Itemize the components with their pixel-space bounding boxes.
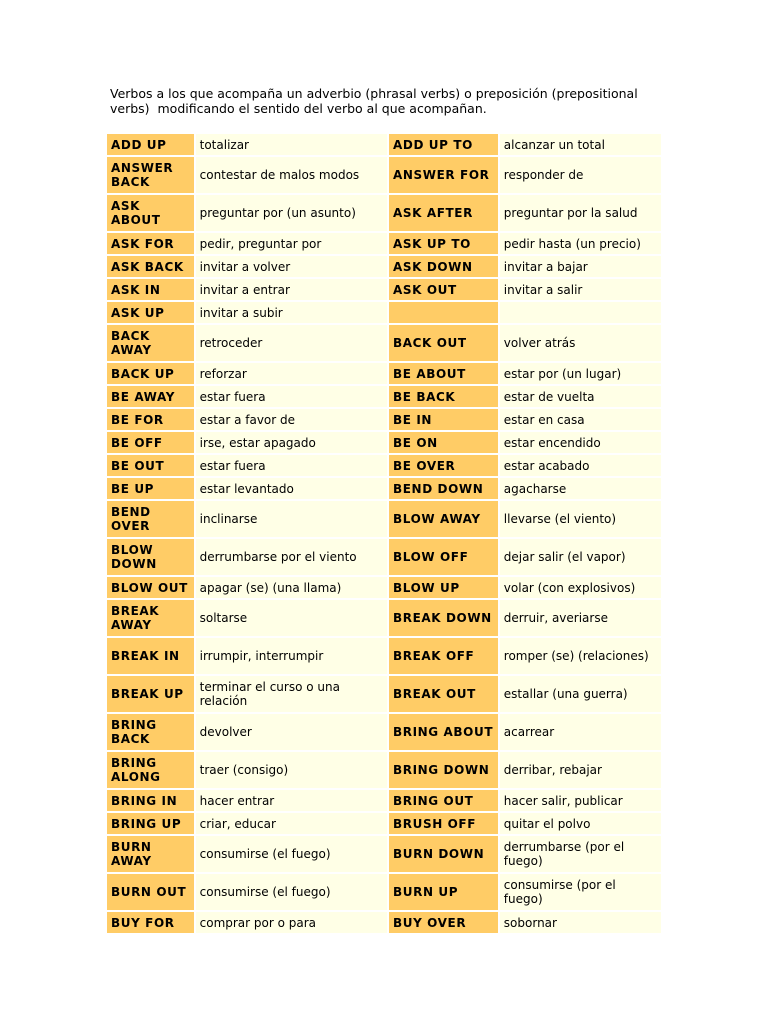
meaning-cell: irrumpir, interrumpir: [196, 638, 387, 674]
meaning-cell: irse, estar apagado: [196, 432, 387, 453]
table-row: [107, 432, 661, 453]
verb-cell: BRING ALONG: [107, 752, 194, 788]
meaning-cell: [500, 302, 661, 323]
table-row: [107, 790, 661, 811]
verb-cell: BUY FOR: [107, 912, 194, 933]
verb-cell: BREAK OUT: [389, 676, 498, 712]
table-row: [107, 501, 661, 537]
verb-cell: ANSWER BACK: [107, 157, 194, 193]
verb-cell: ASK DOWN: [389, 256, 498, 277]
meaning-cell: romper (se) (relaciones): [500, 638, 661, 674]
verb-cell: ASK UP: [107, 302, 194, 323]
meaning-cell: terminar el curso o una relación: [196, 676, 387, 712]
meaning-cell: invitar a entrar: [196, 279, 387, 300]
meaning-cell: alcanzar un total: [500, 134, 661, 155]
verb-cell: BLOW OFF: [389, 539, 498, 575]
meaning-cell: contestar de malos modos: [196, 157, 387, 193]
meaning-cell: derrumbarse (por el fuego): [500, 836, 661, 872]
verb-cell: BRUSH OFF: [389, 813, 498, 834]
meaning-cell: preguntar por (un asunto): [196, 195, 387, 231]
table-row: [107, 195, 661, 231]
meaning-cell: derrumbarse por el viento: [196, 539, 387, 575]
table-row: [107, 478, 661, 499]
verb-cell: BE OFF: [107, 432, 194, 453]
table-row: [107, 256, 661, 277]
verb-cell: BURN UP: [389, 874, 498, 910]
table-row: [107, 325, 661, 361]
meaning-cell: estar fuera: [196, 386, 387, 407]
meaning-cell: estar de vuelta: [500, 386, 661, 407]
table-row: [107, 279, 661, 300]
verb-cell: ASK AFTER: [389, 195, 498, 231]
verb-cell: BE UP: [107, 478, 194, 499]
verb-cell: BURN AWAY: [107, 836, 194, 872]
meaning-cell: estar acabado: [500, 455, 661, 476]
verb-cell: BEND DOWN: [389, 478, 498, 499]
verb-cell: BE FOR: [107, 409, 194, 430]
meaning-cell: derribar, rebajar: [500, 752, 661, 788]
table-row: [107, 714, 661, 750]
verb-cell: BE BACK: [389, 386, 498, 407]
meaning-cell: pedir hasta (un precio): [500, 233, 661, 254]
meaning-cell: retroceder: [196, 325, 387, 361]
verb-cell: BRING DOWN: [389, 752, 498, 788]
verb-cell: BLOW UP: [389, 577, 498, 598]
table-body: [107, 134, 661, 933]
meaning-cell: quitar el polvo: [500, 813, 661, 834]
meaning-cell: criar, educar: [196, 813, 387, 834]
verb-cell: ASK BACK: [107, 256, 194, 277]
verb-cell: BRING ABOUT: [389, 714, 498, 750]
verb-cell: BE IN: [389, 409, 498, 430]
meaning-cell: sobornar: [500, 912, 661, 933]
meaning-cell: hacer entrar: [196, 790, 387, 811]
meaning-cell: consumirse (por el fuego): [500, 874, 661, 910]
table-row: [107, 455, 661, 476]
meaning-cell: volver atrás: [500, 325, 661, 361]
verb-cell: BE OVER: [389, 455, 498, 476]
verb-cell: BRING OUT: [389, 790, 498, 811]
meaning-cell: volar (con explosivos): [500, 577, 661, 598]
table-row: [107, 577, 661, 598]
table-row: [107, 836, 661, 872]
meaning-cell: acarrear: [500, 714, 661, 750]
table-row: [107, 676, 661, 712]
verb-cell: BREAK IN: [107, 638, 194, 674]
verb-cell: BLOW AWAY: [389, 501, 498, 537]
table-row: [107, 134, 661, 155]
verb-cell: BRING IN: [107, 790, 194, 811]
meaning-cell: invitar a subir: [196, 302, 387, 323]
verb-cell: BREAK DOWN: [389, 600, 498, 636]
table-row: [107, 409, 661, 430]
meaning-cell: derruir, averiarse: [500, 600, 661, 636]
meaning-cell: soltarse: [196, 600, 387, 636]
meaning-cell: pedir, preguntar por: [196, 233, 387, 254]
verb-cell: BE OUT: [107, 455, 194, 476]
verb-cell: BURN OUT: [107, 874, 194, 910]
verb-cell: ADD UP TO: [389, 134, 498, 155]
verb-cell: BREAK UP: [107, 676, 194, 712]
verb-cell: BE AWAY: [107, 386, 194, 407]
meaning-cell: reforzar: [196, 363, 387, 384]
meaning-cell: devolver: [196, 714, 387, 750]
table-row: [107, 912, 661, 933]
meaning-cell: responder de: [500, 157, 661, 193]
verb-cell: ASK FOR: [107, 233, 194, 254]
intro-paragraph: Verbos a los que acompaña un adverbio (phrasal verbs) o preposición (prepositional verbs) modificando el sentido del verbo al que acompañan.: [110, 86, 642, 116]
verb-cell: BEND OVER: [107, 501, 194, 537]
meaning-cell: comprar por o para: [196, 912, 387, 933]
meaning-cell: apagar (se) (una llama): [196, 577, 387, 598]
verb-cell: BREAK OFF: [389, 638, 498, 674]
meaning-cell: llevarse (el viento): [500, 501, 661, 537]
table-row: [107, 233, 661, 254]
meaning-cell: estar por (un lugar): [500, 363, 661, 384]
verb-cell: BACK UP: [107, 363, 194, 384]
meaning-cell: consumirse (el fuego): [196, 836, 387, 872]
meaning-cell: hacer salir, publicar: [500, 790, 661, 811]
meaning-cell: estar a favor de: [196, 409, 387, 430]
meaning-cell: estar fuera: [196, 455, 387, 476]
table-row: [107, 874, 661, 910]
verb-cell: BE ON: [389, 432, 498, 453]
meaning-cell: estar en casa: [500, 409, 661, 430]
meaning-cell: invitar a volver: [196, 256, 387, 277]
verb-cell: BREAK AWAY: [107, 600, 194, 636]
verb-cell: ANSWER FOR: [389, 157, 498, 193]
verb-cell: ASK IN: [107, 279, 194, 300]
verb-cell: ASK UP TO: [389, 233, 498, 254]
meaning-cell: estar levantado: [196, 478, 387, 499]
meaning-cell: totalizar: [196, 134, 387, 155]
table-row: [107, 813, 661, 834]
verb-cell: BE ABOUT: [389, 363, 498, 384]
verb-cell: BRING UP: [107, 813, 194, 834]
verb-cell: ASK OUT: [389, 279, 498, 300]
meaning-cell: inclinarse: [196, 501, 387, 537]
verb-cell: BLOW OUT: [107, 577, 194, 598]
verb-cell: BUY OVER: [389, 912, 498, 933]
verb-cell: BACK OUT: [389, 325, 498, 361]
verb-cell: ASK ABOUT: [107, 195, 194, 231]
meaning-cell: preguntar por la salud: [500, 195, 661, 231]
verb-cell: BRING BACK: [107, 714, 194, 750]
table-row: [107, 302, 661, 323]
table-row: [107, 600, 661, 636]
meaning-cell: consumirse (el fuego): [196, 874, 387, 910]
verb-cell: ADD UP: [107, 134, 194, 155]
table-row: [107, 539, 661, 575]
table-row: [107, 752, 661, 788]
verb-cell: BLOW DOWN: [107, 539, 194, 575]
phrasal-verbs-table: [105, 132, 663, 935]
verb-cell: BURN DOWN: [389, 836, 498, 872]
meaning-cell: dejar salir (el vapor): [500, 539, 661, 575]
table-row: [107, 386, 661, 407]
meaning-cell: invitar a bajar: [500, 256, 661, 277]
meaning-cell: invitar a salir: [500, 279, 661, 300]
table-row: [107, 638, 661, 674]
meaning-cell: traer (consigo): [196, 752, 387, 788]
verb-cell: [389, 302, 498, 323]
meaning-cell: estar encendido: [500, 432, 661, 453]
verb-cell: BACK AWAY: [107, 325, 194, 361]
table-row: [107, 363, 661, 384]
table-row: [107, 157, 661, 193]
meaning-cell: estallar (una guerra): [500, 676, 661, 712]
meaning-cell: agacharse: [500, 478, 661, 499]
